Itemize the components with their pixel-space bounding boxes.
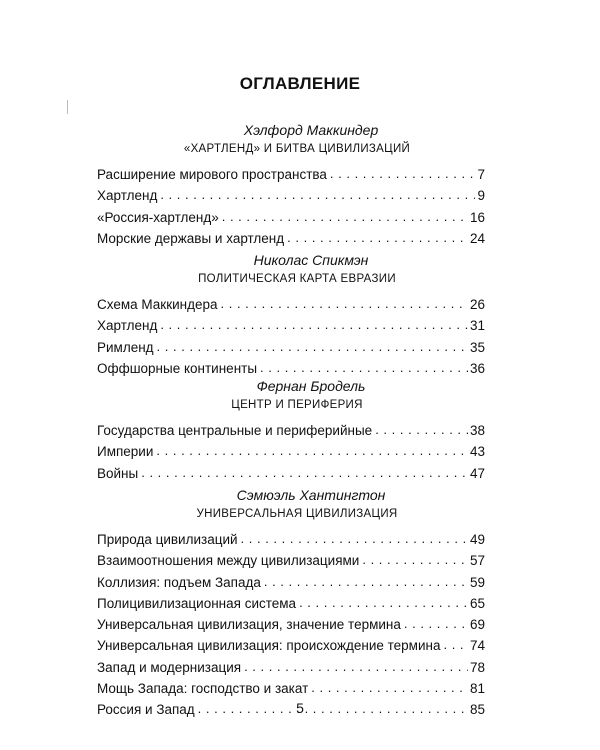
- entry-page: 7: [477, 167, 485, 182]
- section-author: Сэмюэль Хантингтон: [236, 487, 386, 503]
- entry-page: 26: [469, 297, 485, 312]
- toc-entry[interactable]: [97, 575, 485, 596]
- entry-page: 65: [469, 595, 485, 611]
- entry-label: Расширение мирового пространства: [97, 167, 327, 182]
- entry-page: 43: [469, 444, 485, 460]
- section-author: Фернан Бродель: [256, 378, 366, 394]
- entry-page: 49: [469, 532, 485, 547]
- section-author: Николас Спикмэн: [253, 252, 369, 268]
- entry-page: 31: [469, 318, 485, 334]
- section-subtitle: ЦЕНТР И ПЕРИФЕРИЯ: [231, 399, 363, 411]
- dot-leader: [141, 465, 468, 480]
- entry-label: Универсальная цивилизация, значение термина: [97, 617, 401, 633]
- dot-leader: [375, 422, 468, 437]
- toc-section-braudel: [97, 376, 485, 487]
- entry-page: 47: [469, 465, 485, 481]
- section-author: Хэлфорд Маккиндер: [243, 122, 379, 138]
- entry-list: [97, 297, 485, 382]
- toc-entry[interactable]: [97, 596, 485, 617]
- toc-entry[interactable]: [97, 553, 485, 574]
- page-title: ОГЛАВЛЕНИЕ: [239, 74, 361, 93]
- entry-label: Взаимоотношения между цивилизациями: [97, 553, 360, 569]
- toc-entry[interactable]: [97, 340, 485, 361]
- dot-leader: [221, 296, 468, 311]
- entry-page: 78: [469, 659, 485, 675]
- entry-label: Полицивилизационная система: [97, 595, 297, 611]
- toc-entry[interactable]: [97, 466, 485, 487]
- entry-page: 59: [469, 574, 485, 590]
- dot-leader: [299, 595, 468, 610]
- dot-leader: [330, 166, 476, 181]
- dot-leader: [311, 680, 468, 695]
- entry-label: Универсальная цивилизация: происхождение термина: [97, 638, 441, 654]
- toc-entry[interactable]: [97, 210, 485, 231]
- entry-page: 16: [469, 209, 485, 225]
- toc-entry[interactable]: [97, 660, 485, 681]
- entry-list: [97, 423, 485, 487]
- toc-section-mackinder: [97, 120, 485, 252]
- entry-page: 24: [469, 230, 485, 246]
- dot-leader: [404, 616, 468, 631]
- toc-entry[interactable]: [97, 532, 485, 553]
- entry-label: Хартленд: [97, 188, 158, 204]
- entry-label: Схема Маккиндера: [97, 297, 218, 312]
- entry-label: Империи: [97, 444, 154, 460]
- entry-label: Природа цивилизаций: [97, 532, 238, 547]
- entry-label: «Россия-хартленд»: [97, 209, 219, 225]
- entry-page: 69: [469, 617, 485, 633]
- entry-label: Войны: [97, 465, 139, 481]
- margin-mark: [67, 100, 68, 114]
- section-subtitle: УНИВЕРСАЛЬНАЯ ЦИВИЛИЗАЦИЯ: [196, 508, 398, 520]
- dot-leader: [160, 317, 468, 332]
- dot-leader: [287, 230, 468, 245]
- entry-page: 57: [469, 553, 485, 569]
- toc-entry[interactable]: [97, 188, 485, 209]
- toc-entry[interactable]: [97, 423, 485, 444]
- entry-label: Коллизия: подъем Запада: [97, 574, 261, 590]
- dot-leader: [362, 552, 468, 567]
- dot-leader: [241, 531, 468, 546]
- entry-page: 9: [477, 188, 485, 204]
- dot-leader: [443, 637, 468, 652]
- entry-page: 81: [469, 681, 485, 697]
- toc-entry[interactable]: [97, 231, 485, 252]
- entry-label: Россия и Запад: [97, 702, 195, 718]
- dot-leader: [157, 339, 468, 354]
- entry-page: 38: [469, 423, 485, 438]
- dot-leader: [160, 187, 475, 202]
- entry-list: [97, 532, 485, 724]
- dot-leader: [260, 360, 468, 375]
- entry-label: Оффшорные континенты: [97, 360, 258, 376]
- toc-entry[interactable]: [97, 444, 485, 465]
- toc-entry[interactable]: [97, 638, 485, 659]
- entry-label: Хартленд: [97, 318, 158, 334]
- toc-entry[interactable]: [97, 297, 485, 318]
- dot-leader: [244, 659, 468, 674]
- entry-label: Римленд: [97, 339, 154, 355]
- entry-label: Запад и модернизация: [97, 659, 242, 675]
- entry-label: Морские державы и хартленд: [97, 230, 285, 246]
- section-subtitle: ПОЛИТИЧЕСКАЯ КАРТА ЕВРАЗИИ: [198, 273, 396, 285]
- toc-section-huntington: [97, 485, 485, 724]
- entry-page: 36: [469, 360, 485, 376]
- entry-label: Мощь Запада: господство и закат: [97, 681, 309, 697]
- entry-list: [97, 167, 485, 252]
- dot-leader: [156, 443, 468, 458]
- toc-entry[interactable]: [97, 617, 485, 638]
- entry-page: 35: [469, 339, 485, 355]
- dot-leader: [264, 574, 468, 589]
- entry-page: 74: [469, 638, 485, 654]
- toc-section-spykman: [97, 250, 485, 382]
- entry-page: 85: [469, 702, 485, 718]
- toc-entry[interactable]: [97, 318, 485, 339]
- page-number: 5: [296, 700, 304, 716]
- section-subtitle: «ХАРТЛЕНД» И БИТВА ЦИВИЛИЗАЦИЙ: [183, 143, 411, 155]
- toc-entry[interactable]: [97, 167, 485, 188]
- dot-leader: [222, 209, 468, 224]
- entry-label: Государства центральные и периферийные: [97, 423, 373, 438]
